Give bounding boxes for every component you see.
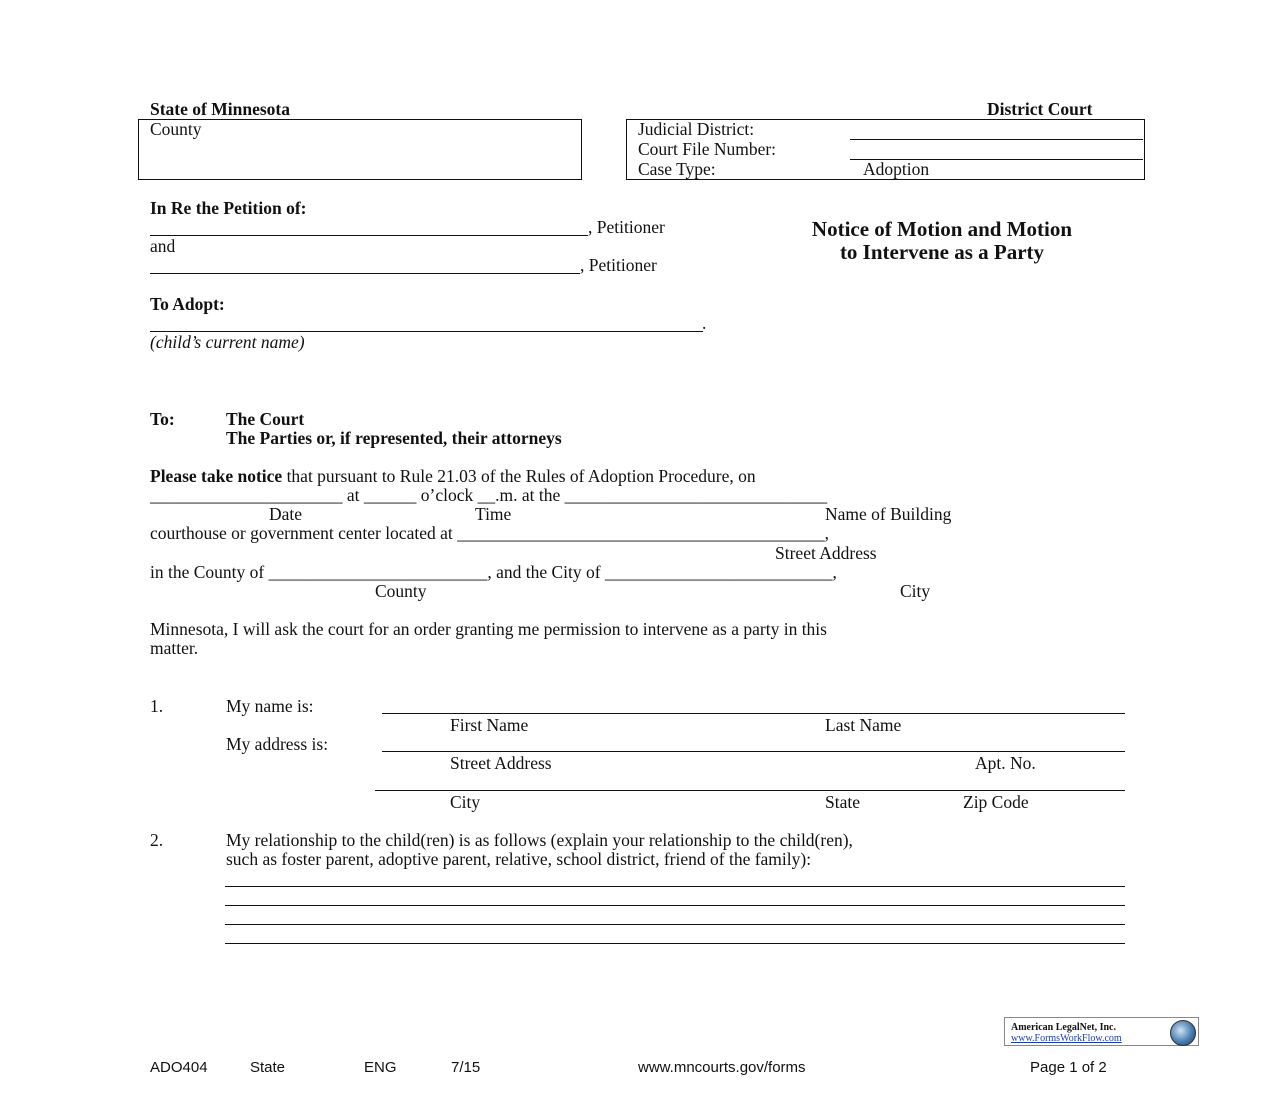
relationship-field-line-1[interactable] [225, 886, 1125, 887]
item-1-number: 1. [150, 696, 164, 716]
court-file-label: Court File Number: [638, 139, 777, 159]
footer-lang: ENG [364, 1059, 397, 1076]
petitioner1-label: , Petitioner [588, 217, 665, 237]
state-heading: State of Minnesota [150, 99, 290, 119]
case-type-value: Adoption [863, 159, 930, 179]
street-address-field[interactable] [382, 751, 1125, 752]
city-state-zip-field[interactable] [375, 790, 1125, 791]
logo-company: American LegalNet, Inc. [1011, 1022, 1116, 1033]
relationship-field-line-3[interactable] [225, 924, 1125, 925]
notice-line-4[interactable]: in the County of _________________________, and the City of __________________________, [150, 562, 837, 582]
name-field[interactable] [382, 713, 1125, 714]
date-caption: Date [269, 504, 303, 524]
relationship-text-line-1: My relationship to the child(ren) is as follows (explain your relationship to the child(ren), [226, 830, 853, 850]
to-parties: The Parties or, if represented, their attorneys [226, 428, 562, 448]
footer-url[interactable]: www.mncourts.gov/forms [638, 1059, 806, 1076]
relationship-text-line-2: such as foster parent, adoptive parent, relative, school district, friend of the family): [226, 849, 812, 869]
county-box [138, 119, 582, 180]
zip-field-caption: Zip Code [963, 792, 1029, 812]
document-title [742, 218, 1142, 264]
name-label: My name is: [226, 696, 314, 716]
petitioner2-label: , Petitioner [580, 255, 657, 275]
state-field-caption: State [825, 792, 860, 812]
county-caption: County [375, 581, 427, 601]
petitioner1-field[interactable] [150, 235, 588, 236]
logo-url[interactable]: www.FormsWorkFlow.com [1011, 1033, 1122, 1044]
to-adopt-heading: To Adopt: [150, 294, 225, 314]
building-caption: Name of Building [825, 504, 952, 524]
address-label: My address is: [226, 734, 329, 754]
judicial-district-field[interactable] [850, 139, 1143, 140]
globe-icon [1170, 1020, 1196, 1046]
child-name-period: . [702, 313, 707, 333]
first-name-caption: First Name [450, 715, 529, 735]
judicial-district-label: Judicial District: [638, 119, 755, 139]
notice-rest: that pursuant to Rule 21.03 of the Rules of Adoption Procedure, on [282, 466, 756, 486]
relationship-field-line-2[interactable] [225, 905, 1125, 906]
title-line-2: to Intervene as a Party [839, 240, 1045, 265]
county-label: County [150, 119, 202, 139]
footer-date: 7/15 [451, 1059, 481, 1076]
city-field-caption: City [450, 792, 481, 812]
notice-line-2[interactable]: ______________________ at ______ o’clock __.m. at the ______________________________ [150, 485, 828, 505]
street-caption: Street Address [775, 543, 877, 563]
footer-state: State [250, 1059, 286, 1076]
notice-line-3[interactable]: courthouse or government center located at __________________________________________, [150, 523, 829, 543]
legalnet-logo [1004, 1017, 1199, 1046]
footer-page: Page 1 of 2 [1030, 1059, 1107, 1076]
to-court: The Court [226, 409, 305, 429]
time-caption: Time [475, 504, 512, 524]
notice-paragraph-line-2: matter. [150, 638, 199, 658]
relationship-field-line-4[interactable] [225, 943, 1125, 944]
last-name-caption: Last Name [825, 715, 902, 735]
and-text: and [150, 236, 176, 256]
case-type-label: Case Type: [638, 159, 716, 179]
city-caption: City [900, 581, 931, 601]
footer-form-id: ADO404 [150, 1059, 208, 1076]
notice-paragraph-line-1: Minnesota, I will ask the court for an order granting me permission to intervene as a party in this [150, 619, 827, 639]
street-address-caption: Street Address [450, 753, 552, 773]
notice-bold-lead: Please take notice [150, 466, 283, 486]
in-re-heading: In Re the Petition of: [150, 198, 307, 218]
apt-no-caption: Apt. No. [975, 753, 1036, 773]
petitioner2-field[interactable] [150, 273, 580, 274]
to-label: To: [150, 409, 175, 429]
court-heading: District Court [987, 99, 1093, 119]
child-name-hint: (child’s current name) [150, 332, 305, 352]
item-2-number: 2. [150, 830, 164, 850]
notice-line-1 [150, 468, 756, 486]
title-line-1: Notice of Motion and Motion [811, 217, 1073, 241]
